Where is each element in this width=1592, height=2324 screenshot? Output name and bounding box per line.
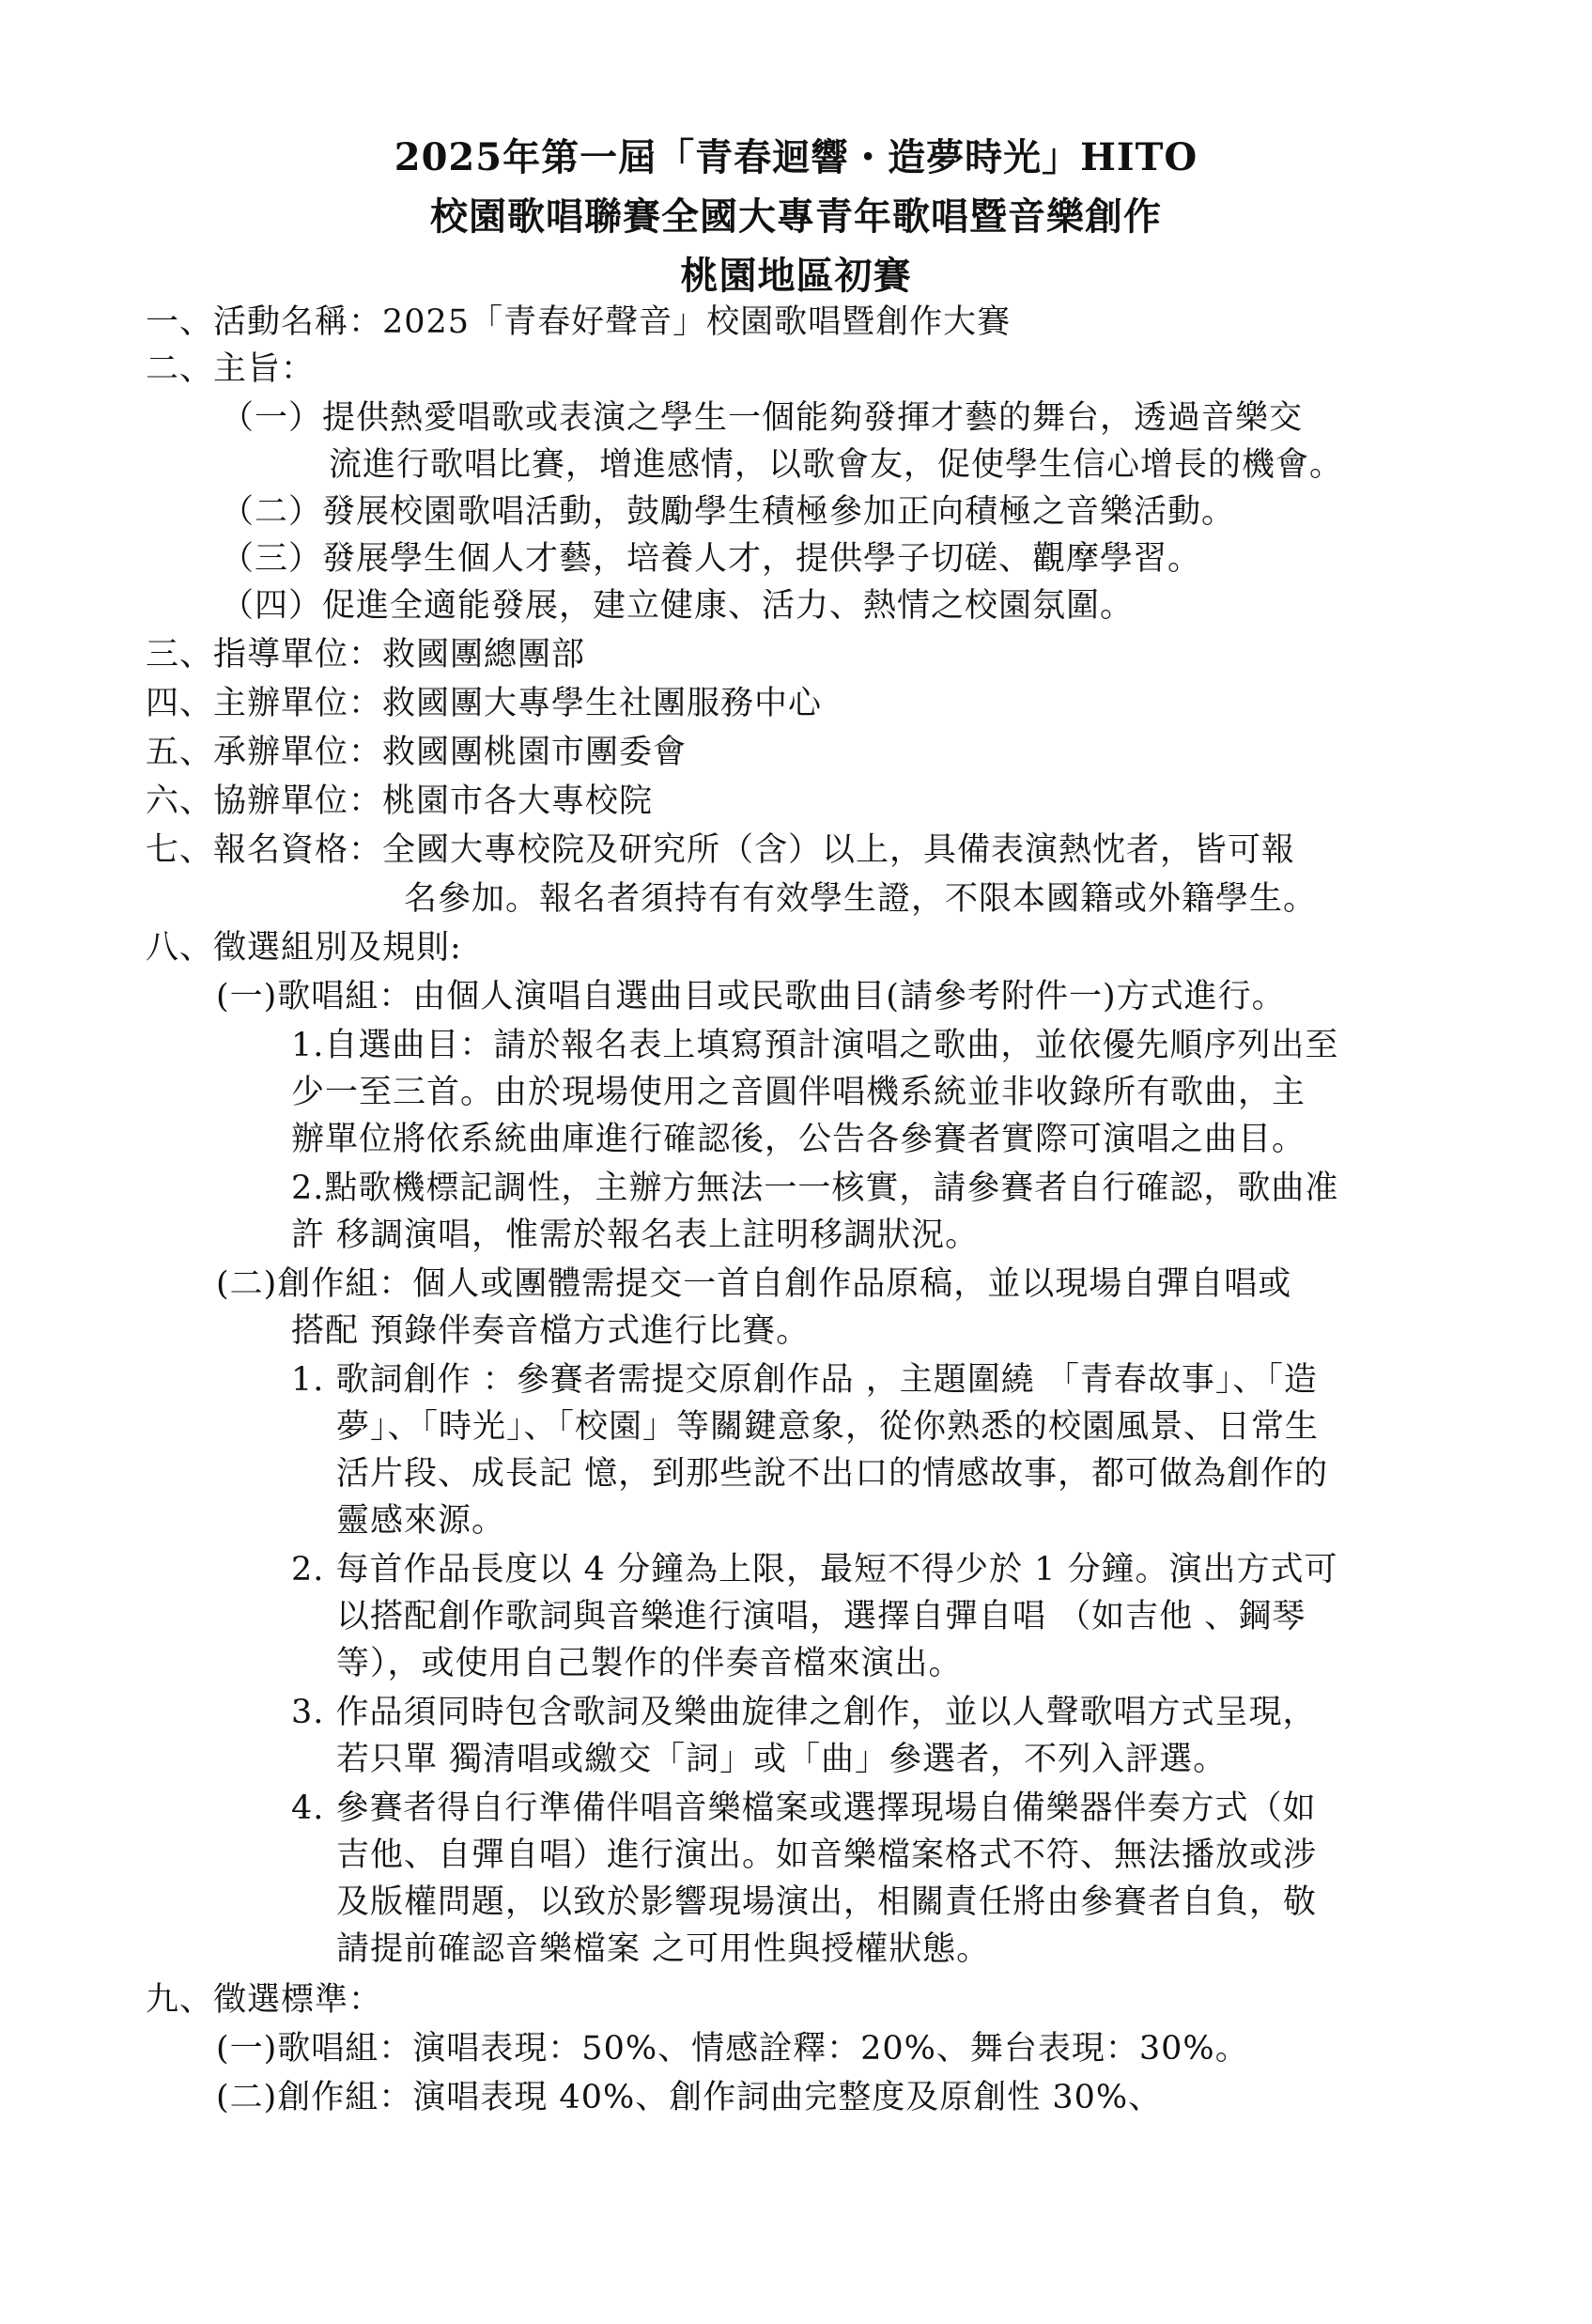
section-8-heading: 八、徵選組別及規則: [146, 929, 462, 967]
section-8-creation-rule-1-line-3: 活片段、成長記 憶，到那些說不出口的情感故事，都可做為創作的 [336, 1455, 1329, 1493]
section-8-creation-rule-2-line-1: 2. 每首作品長度以 4 分鐘為上限，最短不得少於 1 分鐘。演出方式可 [291, 1551, 1338, 1588]
section-8-creation-rule-3-line-1: 3. 作品須同時包含歌詞及樂曲旋律之創作，並以人聲歌唱方式呈現， [291, 1694, 1317, 1731]
section-8-creation-rule-1-line-4: 靈感來源。 [336, 1502, 506, 1540]
section-8-singing-rule-2-line-2: 許 移調演唱，惟需於報名表上註明移調狀況。 [291, 1216, 980, 1254]
title-line-3: 桃園地區初賽 [680, 254, 912, 298]
title-line-1: 2025年第一屆「青春迴響・造夢時光」HITO [394, 135, 1198, 179]
section-8-creation-rule-4-line-2: 吉他、自彈自唱）進行演出。如音樂檔案格式不符、無法播放或涉 [336, 1836, 1318, 1874]
section-8-creation-rule-4-line-4: 請提前確認音樂檔案 之可用性與授權狀態。 [336, 1930, 991, 1968]
section-8-singing-group: (一)歌唱組：由個人演唱自選曲目或民歌曲目(請參考附件一)方式進行。 [216, 978, 1286, 1015]
section-8-creation-rule-2-line-2: 以搭配創作歌詞與音樂進行演唱，選擇自彈自唱 （如吉他 、鋼琴 [336, 1598, 1306, 1635]
section-8-creation-rule-1-line-2: 夢」、「時光」、「校園」等關鍵意象，從你熟悉的校園風景、日常生 [336, 1408, 1320, 1446]
section-2-item-3: （三）發展學生個人才藝，培養人才，提供學子切磋、觀摩學習。 [221, 540, 1202, 578]
section-6-co-organizer: 六、協辦單位：桃園市各大專校院 [146, 782, 654, 820]
section-8-creation-group-line-1: (二)創作組：個人或團體需提交一首自創作品原稿，並以現場自彈自唱或 [216, 1265, 1292, 1303]
section-8-singing-rule-1-line-3: 辦單位將依系統曲庫進行確認後，公告各參賽者實際可演唱之曲目。 [291, 1121, 1306, 1158]
section-2-item-1-line-2: 流進行歌唱比賽，增進感情，以歌會友，促使學生信心增長的機會。 [329, 446, 1344, 484]
section-2-heading: 二、主旨： [146, 350, 316, 388]
section-8-creation-group-line-2: 搭配 預錄伴奏音檔方式進行比賽。 [291, 1312, 811, 1350]
section-8-singing-rule-1-line-2: 少一至三首。由於現場使用之音圓伴唱機系統並非收錄所有歌曲，主 [291, 1074, 1306, 1111]
section-9-heading: 九、徵選標準： [146, 1981, 383, 2019]
section-4-organizer: 四、主辦單位：救國團大專學生社團服務中心 [146, 685, 823, 722]
section-7-eligibility-line-1: 七、報名資格：全國大專校院及研究所（含）以上，具備表演熱忱者，皆可報 [146, 831, 1296, 869]
section-2-item-2: （二）發展校園歌唱活動，鼓勵學生積極參加正向積極之音樂活動。 [221, 493, 1236, 531]
section-2-item-4: （四）促進全適能發展，建立健康、活力、熱情之校園氛圍。 [221, 587, 1135, 625]
section-9-singing-criteria: (一)歌唱組：演唱表現：50%、情感詮釋：20%、舞台表現：30%。 [216, 2030, 1249, 2068]
title-line-2: 校園歌唱聯賽全國大專青年歌唱暨音樂創作 [430, 194, 1162, 239]
section-2-item-1-line-1: （一）提供熱愛唱歌或表演之學生一個能夠發揮才藝的舞台，透過音樂交 [221, 399, 1304, 437]
section-9-creation-criteria: (二)創作組：演唱表現 40%、創作詞曲完整度及原創性 30%、 [216, 2079, 1163, 2116]
section-8-singing-rule-1-line-1: 1.自選曲目：請於報名表上填寫預計演唱之歌曲，並依優先順序列出至 [291, 1027, 1339, 1064]
section-1-activity-name: 一、活動名稱：2025「青春好聲音」校園歌唱暨創作大賽 [146, 303, 1012, 341]
section-3-guidance: 三、指導單位：救國團總團部 [146, 636, 586, 674]
section-8-creation-rule-2-line-3: 等），或使用自己製作的伴奏音檔來演出。 [336, 1645, 963, 1682]
section-8-creation-rule-1-line-1: 1. 歌詞創作 ：參賽者需提交原創作品 ，主題圍繞 「青春故事」、「造 [291, 1361, 1318, 1399]
section-7-eligibility-line-2: 名參加。報名者須持有有效學生證，不限本國籍或外籍學生。 [404, 880, 1318, 918]
section-8-creation-rule-4-line-3: 及版權問題，以致於影響現場演出，相關責任將由參賽者自負，敬 [336, 1883, 1318, 1921]
section-8-singing-rule-2-line-1: 2.點歌機標記調性，主辦方無法一一核實，請參賽者自行確認，歌曲准 [291, 1170, 1339, 1207]
section-8-creation-rule-3-line-2: 若只單 獨清唱或繳交「詞」或「曲」參選者，不列入評選。 [336, 1741, 1228, 1778]
section-5-executor: 五、承辦單位：救國團桃園市團委會 [146, 734, 688, 771]
section-8-creation-rule-4-line-1: 4. 參賽者得自行準備伴唱音樂檔案或選擇現場自備樂器伴奏方式（如 [291, 1789, 1317, 1827]
